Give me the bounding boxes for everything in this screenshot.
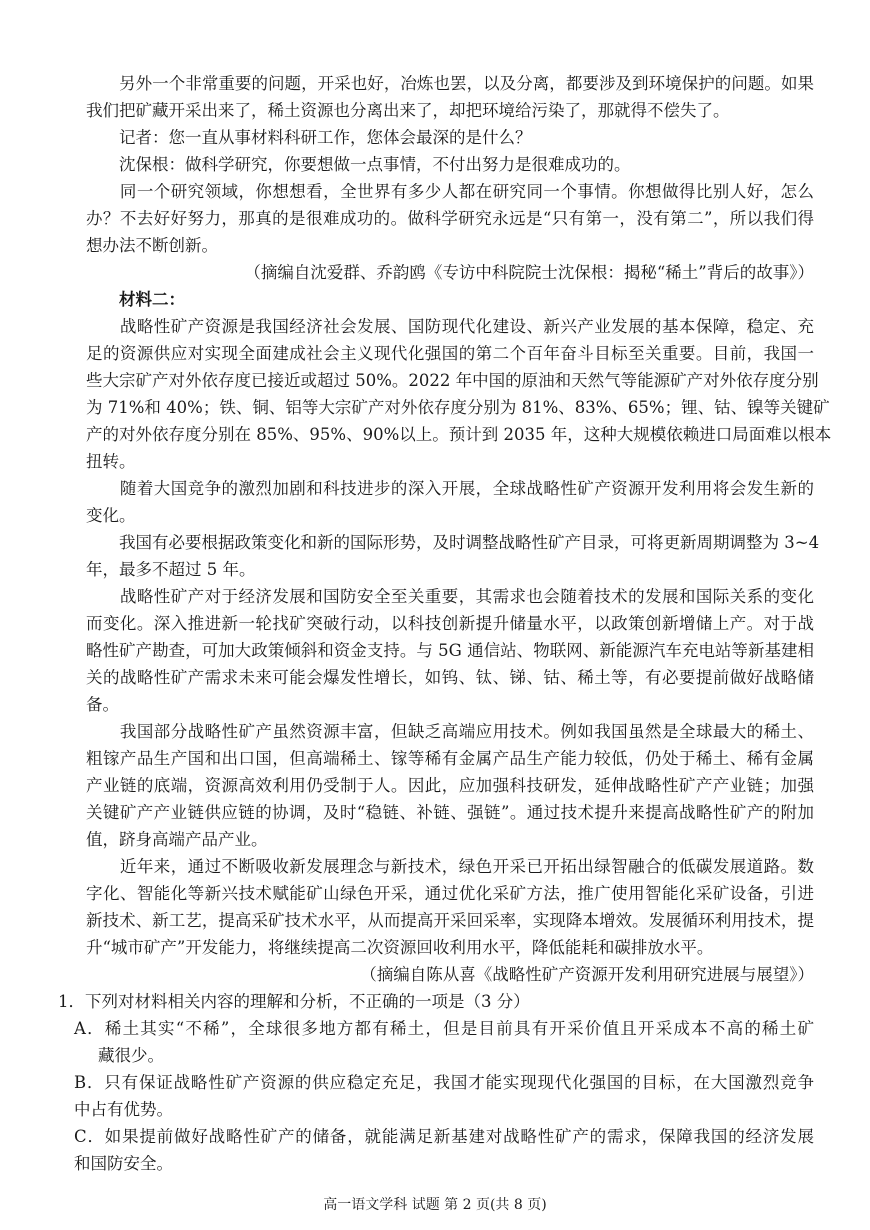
text-line: 我们把矿藏开采出来了，稀土资源也分离出来了，却把环境给污染了，那就得不偿失了。 (86, 101, 730, 120)
text-line: 另外一个非常重要的问题，开采也好，冶炼也罢，以及分离，都要涉及到环境保护的问题。如果 (86, 74, 814, 93)
text-line: 字化、智能化等新兴技术赋能矿山绿色开采，通过优化采矿方法，推广使用智能化采矿设备，引进 (86, 884, 814, 903)
text-line: 近年来，通过不断吸收新发展理念与新技术，绿色开采已开拓出绿智融合的低碳发展道路。数 (86, 857, 814, 876)
text-line: 产业链的底端，资源高效利用仍受制于人。因此，应加强科技研发，延伸战略性矿产产业链；加强 (86, 776, 814, 795)
text-line: 值，跻身高端产品产业。 (86, 830, 268, 849)
text-line: 粗镓产品生产国和出口国，但高端稀土、镓等稀有金属产品生产能力较低，仍处于稀土、稀有金属 (86, 749, 814, 768)
text-line: 而变化。深入推进新一轮找矿突破行动，以科技创新提升储量水平，以政策创新增储上产。对于战 (86, 614, 814, 633)
text-line: 变化。 (86, 506, 136, 525)
text-line: 备。 (86, 695, 119, 714)
text-line: 我国有必要根据政策变化和新的国际形势，及时调整战略性矿产目录，可将更新周期调整为 3~4 (86, 533, 820, 552)
source-citation: （摘编自沈爱群、乔韵鸥《专访中科院院士沈保根：揭秘“稀土”背后的故事》） (244, 263, 814, 282)
text-line: 关键矿产产业链供应链的协调，及时“稳链、补链、强链”。通过技术提升来提高战略性矿产的附加 (86, 803, 814, 822)
text-line: 沈保根：做科学研究，你要想做一点事情，不付出努力是很难成功的。 (86, 155, 631, 174)
text-line: 升“城市矿产”开发能力，将继续提高二次资源回收利用水平，降低能耗和碳排放水平。 (86, 938, 714, 957)
text-line: 年，最多不超过 5 年。 (86, 560, 256, 579)
option-a: A．稀土其实“不稀”，全球很多地方都有稀土，但是目前具有开采价值且开采成本不高的稀土矿 (74, 1019, 814, 1038)
section-heading: 材料二： (86, 290, 185, 309)
option-a-continued: 藏很少。 (98, 1046, 164, 1065)
text-line: 新技术、新工艺，提高采矿技术水平，从而提高开采回采率，实现降本增效。发展循环利用技术，提 (86, 911, 814, 930)
text-line: 随着大国竞争的激烈加剧和科技进步的深入开展，全球战略性矿产资源开发利用将会发生新的 (86, 479, 814, 498)
text-line: 扭转。 (86, 452, 136, 471)
text-line: 略性矿产勘查，可加大政策倾斜和资金支持。与 5G 通信站、物联网、新能源汽车充电站等新基建相 (86, 641, 814, 660)
text-line: 足的资源供应对实现全面建成社会主义现代化强国的第二个百年奋斗目标至关重要。目前，我国一 (86, 344, 814, 363)
option-b: B．只有保证战略性矿产资源的供应稳定充足，我国才能实现现代化强国的目标，在大国激烈竞争 (74, 1073, 814, 1092)
text-line: 记者：您一直从事材料科研工作，您体会最深的是什么？ (86, 128, 532, 147)
page-footer: 高一语文学科 试题 第 2 页(共 8 页) (323, 1197, 547, 1213)
text-line: 想办法不断创新。 (86, 236, 218, 255)
text-line: 办？不去好好努力，那真的是很难成功的。做科学研究永远是“只有第一，没有第二”，所以我们得 (86, 209, 814, 228)
text-line: 关的战略性矿产需求未来可能会爆发性增长，如钨、钛、锑、钴、稀土等，有必要提前做好战略储 (86, 668, 814, 687)
text-line: 些大宗矿产对外依存度已接近或超过 50%。2022 年中国的原油和天然气等能源矿产对外依存度分别 (86, 371, 819, 390)
text-line: 为 71%和 40%；铁、铜、铝等大宗矿产对外依存度分别为 81%、83%、65%；锂、钴、镍等关键矿 (86, 398, 830, 417)
text-line: 战略性矿产资源是我国经济社会发展、国防现代化建设、新兴产业发展的基本保障，稳定、充 (86, 317, 814, 336)
text-line: 我国部分战略性矿产虽然资源丰富，但缺乏高端应用技术。例如我国虽然是全球最大的稀土、 (86, 722, 814, 741)
option-c-continued: 和国防安全。 (74, 1154, 173, 1173)
option-c: C．如果提前做好战略性矿产的储备，就能满足新基建对战略性矿产的需求，保障我国的经济发展 (74, 1127, 814, 1146)
question-stem: 1．下列对材料相关内容的理解和分析，不正确的一项是（3 分） (58, 992, 530, 1011)
text-line: 战略性矿产对于经济发展和国防安全至关重要，其需求也会随着技术的发展和国际关系的变化 (86, 587, 814, 606)
option-b-continued: 中占有优势。 (74, 1100, 173, 1119)
source-citation: （摘编自陈从喜《战略性矿产资源开发利用研究进展与展望》） (360, 965, 814, 984)
text-line: 产的对外依存度分别在 85%、95%、90%以上。预计到 2035 年，这种大规模依赖进口局面难以根本 (86, 425, 832, 444)
text-line: 同一个研究领域，你想想看，全世界有多少人都在研究同一个事情。你想做得比别人好，怎么 (86, 182, 814, 201)
